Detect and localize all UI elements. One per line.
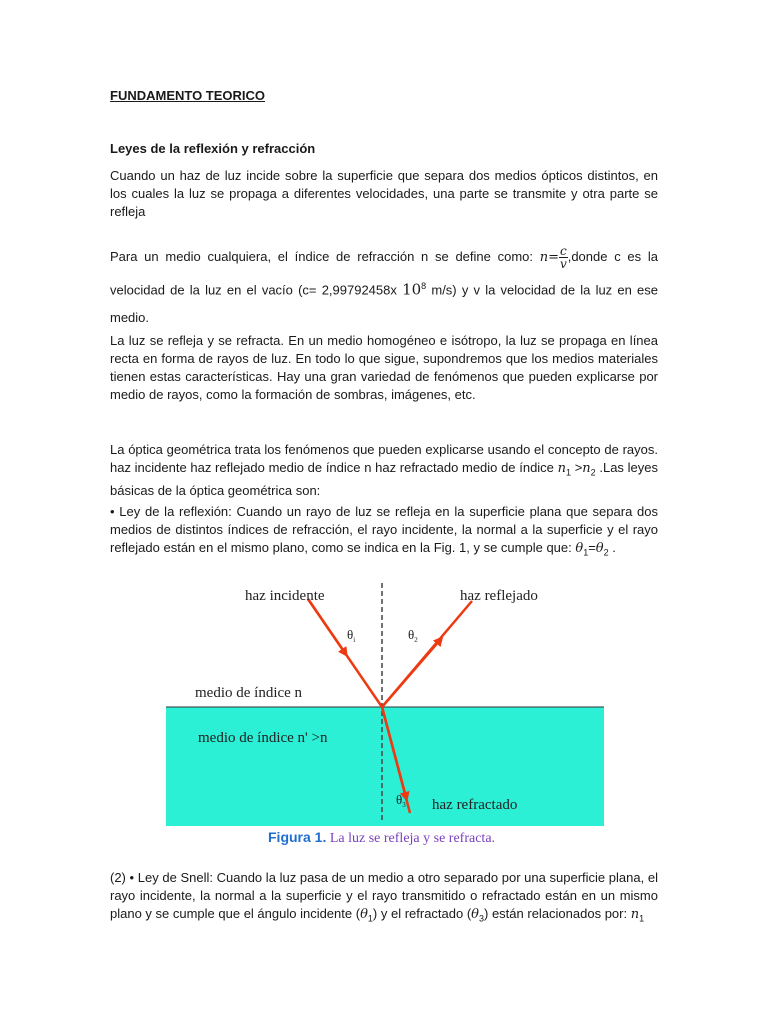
- snell-mid-text: ) y el refractado (: [372, 906, 472, 921]
- upper-medium-label: medio de índice n: [195, 685, 303, 701]
- snell-n1-symbol: n: [630, 907, 640, 922]
- reflection-law-paragraph: [110, 503, 658, 562]
- reflection-law-text: • Ley de la reflexión: Cuando un rayo de luz se refleja en la superficie plana que separa dos medios de distintos índices de refracción, el rayo incidente, la normal a la superficie y el rayo reflejado están en el mismo plano, como se indica en la Fig. 1, y se cumple que:: [110, 504, 658, 555]
- snell-n1-subscript: 1: [639, 913, 645, 924]
- intro-paragraph: Cuando un haz de luz incide sobre la superficie que separa dos medios ópticos distintos, en los cuales la luz se propaga a diferentes velocidades, una parte se transmite y otra parte se refleja: [110, 168, 658, 219]
- angle-reflected-label: [408, 627, 418, 644]
- angle-refracted-subscript: 3: [402, 801, 406, 809]
- caption-label: Figura 1.: [268, 829, 327, 845]
- equals-sign: =: [588, 540, 596, 555]
- angle-incident-symbol: θ: [347, 627, 354, 642]
- refraction-index-paragraph: [110, 243, 658, 332]
- refracted-ray-label: haz refractado: [432, 797, 518, 813]
- lower-medium-label: medio de índice n' >n: [198, 730, 328, 746]
- angle-incident-label: [347, 627, 355, 644]
- n2-subscript: 2: [590, 467, 596, 478]
- figure-caption: [268, 829, 495, 846]
- theta2-symbol: θ: [595, 541, 604, 556]
- geo-tail-text: .Las leyes básicas de la óptica geométrica son:: [110, 460, 658, 498]
- formula-numerator: c: [559, 244, 567, 259]
- angle-refracted-symbol: θ: [396, 792, 403, 807]
- n1-subscript: 1: [565, 467, 571, 478]
- formula-denominator: v: [559, 257, 567, 272]
- n1-symbol: n: [557, 461, 566, 476]
- rays-paragraph: La luz se refleja y se refracta. En un medio homogéneo e isótropo, la luz se propaga en línea recta en forma de rayos de luz. En todo lo que sigue, supondremos que los medios materiales tienen estas características. Hay una gran variedad de fenómenos que pueden explicarse por medio de rayos, como la formación de sombras, imágenes, etc.: [110, 333, 658, 402]
- theta1-subscript: 1: [583, 547, 589, 558]
- incident-ray-arrow: [308, 599, 345, 653]
- angle-reflected-subscript: 2: [414, 636, 418, 644]
- n2-symbol: n: [582, 461, 591, 476]
- formula-fraction: [559, 245, 568, 270]
- reflected-ray-label: haz reflejado: [460, 588, 538, 604]
- snell-theta3-symbol: θ: [471, 907, 479, 922]
- angle-reflected-symbol: θ: [408, 627, 415, 642]
- index-after-formula: ,donde c es la velocidad de la luz en el vacío (c= 2,99792458x: [110, 249, 658, 298]
- geo-text: La óptica geométrica trata los fenómenos que pueden explicarse usando el concepto de rayos. haz incidente haz reflejado medio de índice n haz refractado medio de índice: [110, 442, 658, 475]
- index-tail-text: m/s) y v la velocidad de la luz en ese medio.: [110, 282, 658, 326]
- snell-theta1-symbol: θ: [360, 907, 368, 922]
- theta2-subscript: 2: [603, 547, 609, 558]
- index-lead-text: Para un medio cualquiera, el índice de refracción n se define como:: [110, 249, 540, 264]
- snell-law-paragraph: [110, 869, 658, 928]
- incident-ray-label: haz incidente: [245, 588, 325, 604]
- power-base: 10: [402, 280, 422, 299]
- dense-medium-region: [166, 707, 604, 826]
- theta1-symbol: θ: [575, 541, 584, 556]
- snell-theta3-subscript: 3: [479, 913, 485, 924]
- reflected-ray-arrow: [382, 640, 440, 707]
- snell-theta1-subscript: 1: [367, 913, 373, 924]
- reflection-law-tail: .: [608, 540, 616, 555]
- page-heading: FUNDAMENTO TEORICO: [110, 88, 266, 103]
- reflection-refraction-diagram: [160, 575, 610, 855]
- section-title: Leyes de la reflexión y refracción: [110, 141, 316, 156]
- power-exponent: 8: [421, 281, 427, 291]
- greater-than: >: [571, 460, 583, 475]
- caption-text: La luz se refleja y se refracta.: [326, 831, 496, 846]
- snell-text: (2) • Ley de Snell: Cuando la luz pasa de un medio a otro separado por una superficie plana, el rayo incidente, la normal a la superficie y el rayo transmitido o refractado están en un mismo plano y se cumple que el ángulo incidente (: [110, 870, 658, 921]
- geometric-optics-paragraph: [110, 441, 658, 500]
- angle-incident-subscript: i: [353, 636, 356, 644]
- snell-tail-text: ) están relacionados por:: [484, 906, 631, 921]
- formula-lhs: n=: [539, 250, 559, 265]
